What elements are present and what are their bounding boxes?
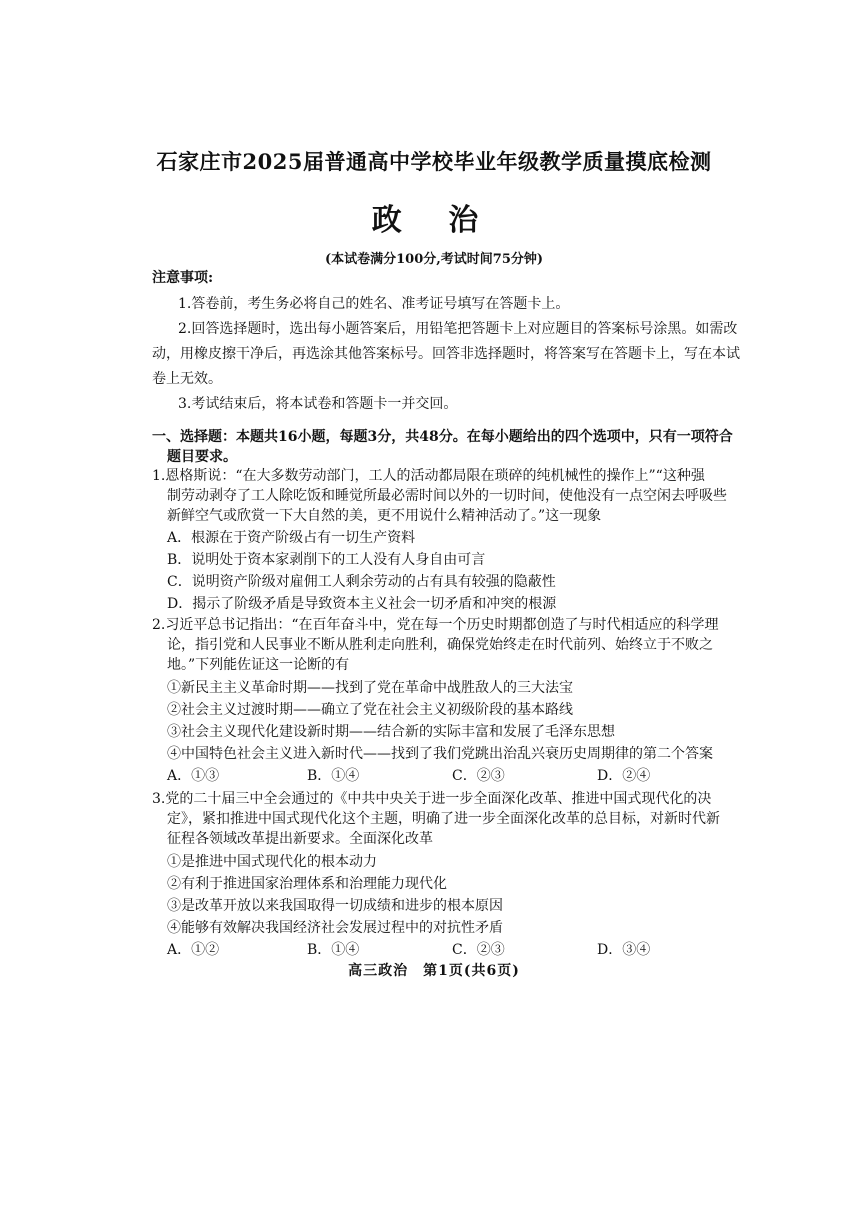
q3-stem-line3: 征程各领域改革提出新要求。全面深化改革 (167, 831, 433, 847)
q3-item-4: ④能够有效解决我国经济社会发展过程中的对抗性矛盾 (167, 920, 503, 936)
q2-stem-line1: 2.习近平总书记指出：“在百年奋斗中，党在每一个历史时期都创造了与时代相适应的科学理 (152, 617, 719, 633)
q3-option-d: D．③④ (597, 942, 651, 958)
subject-title: 政 治 (371, 203, 497, 238)
instruction-2-line3: 卷上无效。 (152, 371, 222, 387)
q3-option-c: C．②③ (452, 942, 505, 958)
q3-stem-line2: 定》，紧扣推进中国式现代化这个主题，明确了进一步全面深化改革的总目标，对新时代新 (167, 811, 720, 827)
instruction-3: 3.考试结束后，将本试卷和答题卡一并交回。 (178, 396, 458, 412)
q2-option-c: C．②③ (452, 768, 505, 784)
q1-stem-line3: 新鲜空气或欣赏一下大自然的美，更不用说什么精神活动了。”这一现象 (167, 508, 602, 524)
q2-item-1: ①新民主主义革命时期——找到了党在革命中战胜敌人的三大法宝 (167, 680, 573, 696)
q3-item-3: ③是改革开放以来我国取得一切成绩和进步的根本原因 (167, 898, 503, 914)
page-footer: 高三政治 第1页(共6页) (348, 963, 520, 979)
q1-stem-line1: 1.恩格斯说：“在大多数劳动部门，工人的活动都局限在琐碎的纯机械性的操作上”“这种强 (152, 468, 705, 484)
instruction-2-line2: 动，用橡皮擦干净后，再选涂其他答案标号。回答非选择题时，将答案写在答题卡上，写在本试 (152, 346, 740, 362)
q3-item-1: ①是推进中国式现代化的根本动力 (167, 854, 377, 870)
q2-option-a: A．①③ (167, 768, 220, 784)
instruction-2-line1: 2.回答选择题时，选出每小题答案后，用铅笔把答题卡上对应题目的答案标号涂黑。如需改 (178, 321, 738, 337)
exam-title: 石家庄市2025届普通高中学校毕业年级教学质量摸底检测 (156, 149, 712, 174)
section-heading-line1: 一、选择题：本题共16小题，每题3分，共48分。在每小题给出的四个选项中，只有一项符合 (152, 429, 733, 445)
q2-option-b: B．①④ (307, 768, 360, 784)
q2-item-2: ②社会主义过渡时期——确立了党在社会主义初级阶段的基本路线 (167, 702, 573, 718)
q1-option-b: B．说明处于资本家剥削下的工人没有人身自由可言 (167, 552, 486, 568)
q2-item-4: ④中国特色社会主义进入新时代——找到了我们党跳出治乱兴衰历史周期律的第二个答案 (167, 746, 713, 762)
exam-note: (本试卷满分100分,考试时间75分钟) (324, 252, 544, 267)
instruction-1: 1.答卷前，考生务必将自己的姓名、准考证号填写在答题卡上。 (178, 296, 570, 312)
q2-stem-line2: 论，指引党和人民事业不断从胜利走向胜利，确保党始终走在时代前列、始终立于不败之 (167, 637, 713, 653)
q3-stem-line1: 3.党的二十届三中全会通过的《中共中央关于进一步全面深化改革、推进中国式现代化的决 (152, 791, 712, 807)
q3-option-b: B．①④ (307, 942, 360, 958)
q1-option-a: A．根源在于资产阶级占有一切生产资料 (167, 530, 416, 546)
q3-item-2: ②有利于推进国家治理体系和治理能力现代化 (167, 876, 447, 892)
q2-option-d: D．②④ (597, 768, 651, 784)
section-heading-line2: 题目要求。 (167, 449, 237, 465)
q1-stem-line2: 制劳动剥夺了工人除吃饭和睡觉所最必需时间以外的一切时间，使他没有一点空闲去呼吸些 (167, 488, 727, 504)
q2-item-3: ③社会主义现代化建设新时期——结合新的实际丰富和发展了毛泽东思想 (167, 724, 615, 740)
q1-option-c: C．说明资产阶级对雇佣工人剩余劳动的占有具有较强的隐蔽性 (167, 574, 556, 590)
q2-stem-line3: 地。”下列能佐证这一论断的有 (167, 657, 350, 673)
instructions-heading: 注意事项: (152, 270, 214, 286)
q3-option-a: A．①② (167, 942, 220, 958)
q1-option-d: D．揭示了阶级矛盾是导致资本主义社会一切矛盾和冲突的根源 (167, 596, 557, 612)
